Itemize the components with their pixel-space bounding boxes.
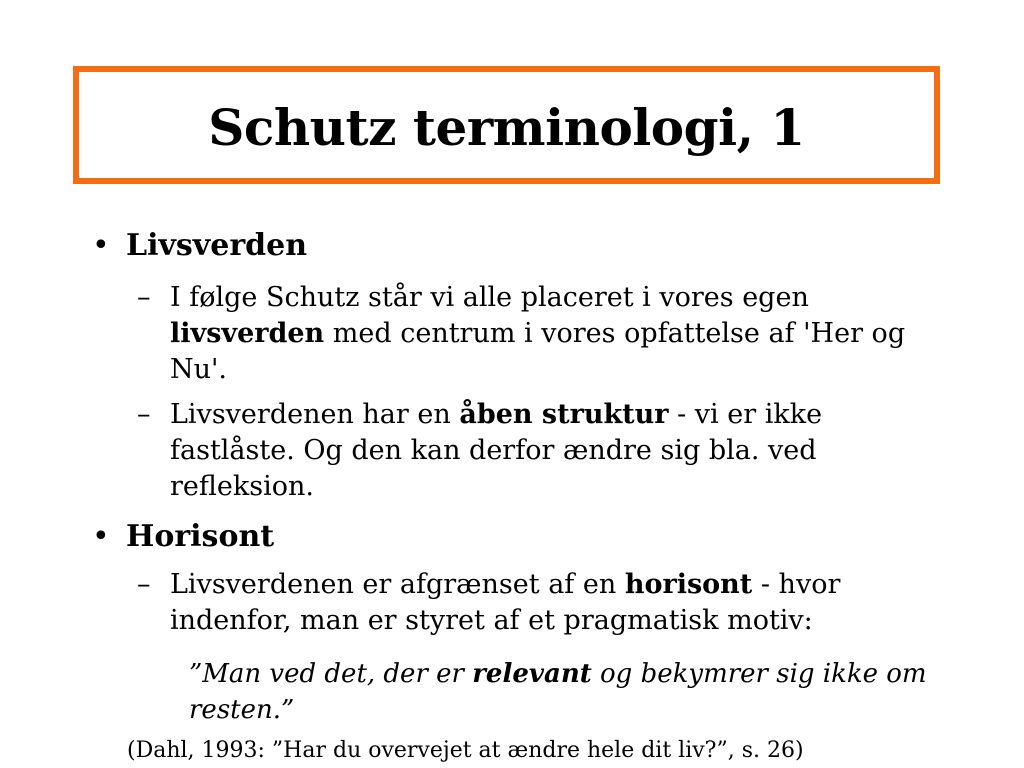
bullet-heading-livsverden: Livsverden [126, 228, 308, 263]
citation: (Dahl, 1993: ”Har du overvejet at ændre hele dit liv?”, s. 26) [127, 738, 804, 763]
emphasis-livsverden: livsverden [170, 318, 325, 349]
quote-text: ”Man ved det, der er relevant og bekymrer sig ikke om resten.” [189, 659, 927, 725]
bullet-heading-horisont: Horisont [126, 519, 275, 554]
bullet-icon: • [92, 519, 110, 554]
emphasis-aaben-struktur: åben struktur [459, 399, 669, 430]
dash-icon: – [137, 282, 151, 313]
bullet-icon: • [92, 228, 110, 263]
dash-icon: – [137, 399, 151, 430]
sub-item-livsverden-1: I følge Schutz står vi alle placeret i vores egen livsverden med centrum i vores opfattelse af 'Her og Nu'. [170, 282, 906, 385]
sub-item-horisont-1: Livsverdenen er afgrænset af en horisont - hvor indenfor, man er styret af et pragmatisk motiv: [170, 569, 841, 636]
emphasis-relevant: relevant [472, 659, 592, 689]
dash-icon: – [137, 569, 151, 600]
emphasis-horisont: horisont [624, 569, 753, 600]
slide-title: Schutz terminologi, 1 [208, 98, 805, 157]
sub-item-livsverden-2: Livsverdenen har en åben struktur - vi er ikke fastlåste. Og den kan derfor ændre sig bla. ved refleksion. [170, 399, 823, 502]
